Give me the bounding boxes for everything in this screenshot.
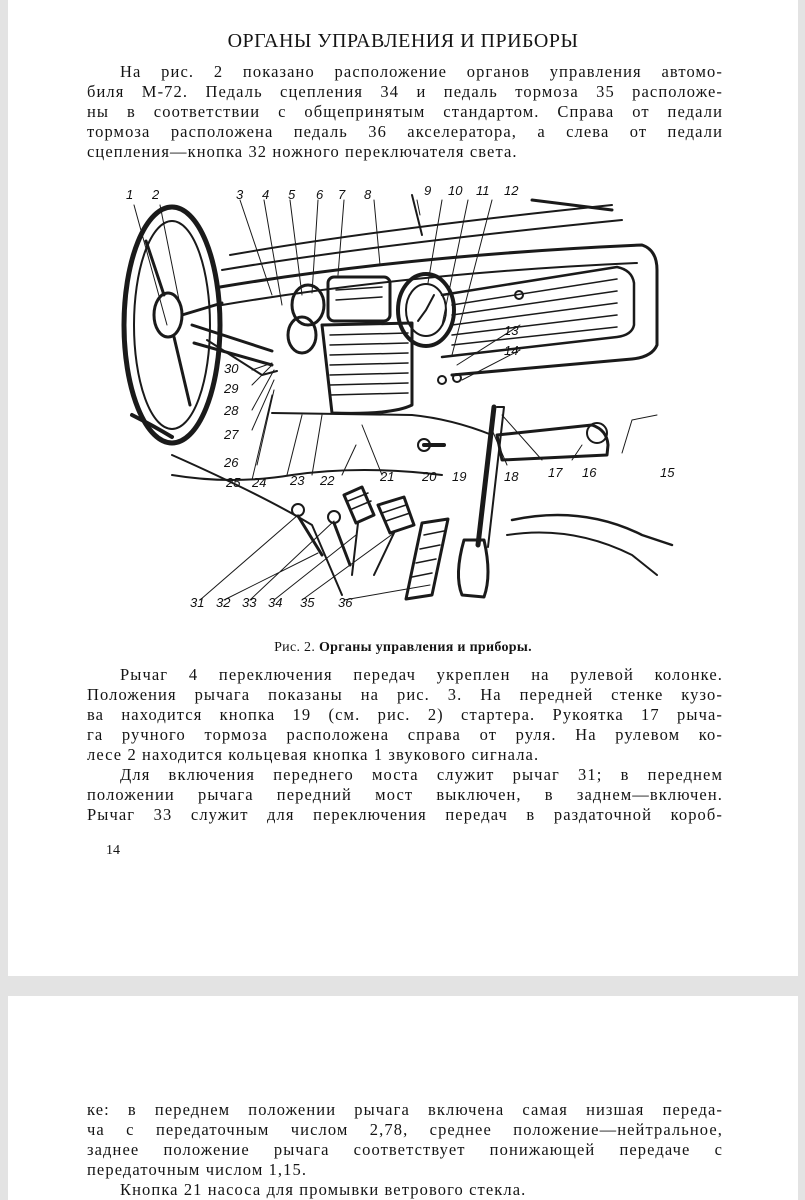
callout-label: 35 <box>300 595 315 610</box>
callout-label: 10 <box>448 183 463 198</box>
text-line: сцепления—кнопка 32 ножного переключателя света. <box>87 142 518 161</box>
text-line: ва находится кнопка 19 (см. рис. 2) стартера. Рукоятка 17 рыча- <box>87 705 723 724</box>
page-1 <box>8 0 798 976</box>
callout-label: 25 <box>226 475 241 490</box>
caption-prefix: Рис. 2. <box>274 640 316 655</box>
callout-label: 24 <box>252 475 267 490</box>
text-line: заднее положение рычага соответствует понижающей передаче с <box>87 1140 723 1159</box>
text-line: Кнопка 21 насоса для промывки ветрового стекла. <box>120 1180 527 1199</box>
callout-label: 27 <box>224 427 239 442</box>
callout-label: 22 <box>320 473 335 488</box>
text-line: га ручного тормоза расположена справа от руля. На рулевом ко- <box>87 725 723 744</box>
text-line: Рычаг 4 переключения передач укреплен на рулевой колонке. <box>120 665 723 684</box>
page-number: 14 <box>106 843 120 858</box>
callout-label: 5 <box>288 187 296 202</box>
callout-label: 4 <box>262 187 270 202</box>
callout-label: 28 <box>224 403 239 418</box>
text-line: передаточным числом 1,15. <box>87 1160 308 1179</box>
figure-controls-illustration <box>112 175 680 627</box>
callout-label: 12 <box>504 183 519 198</box>
text-line: ны в соответствии с общепринятым стандартом. Справа от педали <box>87 102 723 121</box>
callout-label: 32 <box>216 595 231 610</box>
callout-label: 3 <box>236 187 244 202</box>
callout-label: 31 <box>190 595 205 610</box>
paragraph-front-axle <box>87 765 723 825</box>
text-line: Положения рычага показаны на рис. 3. На передней стенке кузо- <box>87 685 723 704</box>
callout-label: 8 <box>364 187 372 202</box>
callout-label: 21 <box>380 469 395 484</box>
text-line: На рис. 2 показано расположение органов управления автомо- <box>120 62 723 81</box>
callout-label: 6 <box>316 187 324 202</box>
callout-label: 15 <box>660 465 675 480</box>
callout-label: 1 <box>126 187 134 202</box>
text-line: Рычаг 33 служит для переключения передач в раздаточной короб- <box>87 805 723 824</box>
text-line: Для включения переднего моста служит рычаг 31; в переднем <box>120 765 723 784</box>
text-line: ке: в переднем положении рычага включена самая низшая переда- <box>87 1100 723 1119</box>
text-line: тормоза расположена педаль 36 акселератора, а слева от педали <box>87 122 723 141</box>
callout-label: 36 <box>338 595 353 610</box>
text-line: ча с передаточным числом 2,78, среднее положение—нейтральное, <box>87 1120 723 1139</box>
callout-label: 14 <box>504 343 519 358</box>
paragraph-transfer-case <box>87 1100 723 1200</box>
paragraph-gearshift <box>87 665 723 765</box>
callout-label: 2 <box>152 187 160 202</box>
callout-label: 7 <box>338 187 346 202</box>
callout-label: 33 <box>242 595 257 610</box>
section-title: ОРГАНЫ УПРАВЛЕНИЯ И ПРИБОРЫ <box>227 30 579 52</box>
callout-label: 34 <box>268 595 283 610</box>
figure-caption <box>8 640 798 656</box>
text-line: биля М-72. Педаль сцепления 34 и педаль тормоза 35 расположе- <box>87 82 723 101</box>
dashboard-line-drawing <box>112 175 680 627</box>
callout-label: 30 <box>224 361 239 376</box>
callout-label: 17 <box>548 465 563 480</box>
callout-label: 26 <box>224 455 239 470</box>
callout-label: 16 <box>582 465 597 480</box>
caption-title: Органы управления и приборы. <box>318 640 532 655</box>
text-line: лесе 2 находится кольцевая кнопка 1 звукового сигнала. <box>87 745 540 764</box>
callout-label: 18 <box>504 469 519 484</box>
callout-label: 11 <box>476 183 490 198</box>
callout-label: 19 <box>452 469 467 484</box>
page-2 <box>8 996 798 1200</box>
callout-label: 20 <box>422 469 437 484</box>
callout-label: 23 <box>290 473 305 488</box>
callout-label: 9 <box>424 183 432 198</box>
paragraph-intro <box>87 62 723 162</box>
callout-label: 29 <box>224 381 239 396</box>
text-line: положении рычага передний мост выключен, в заднем—включен. <box>87 785 723 804</box>
callout-label: 13 <box>504 323 519 338</box>
